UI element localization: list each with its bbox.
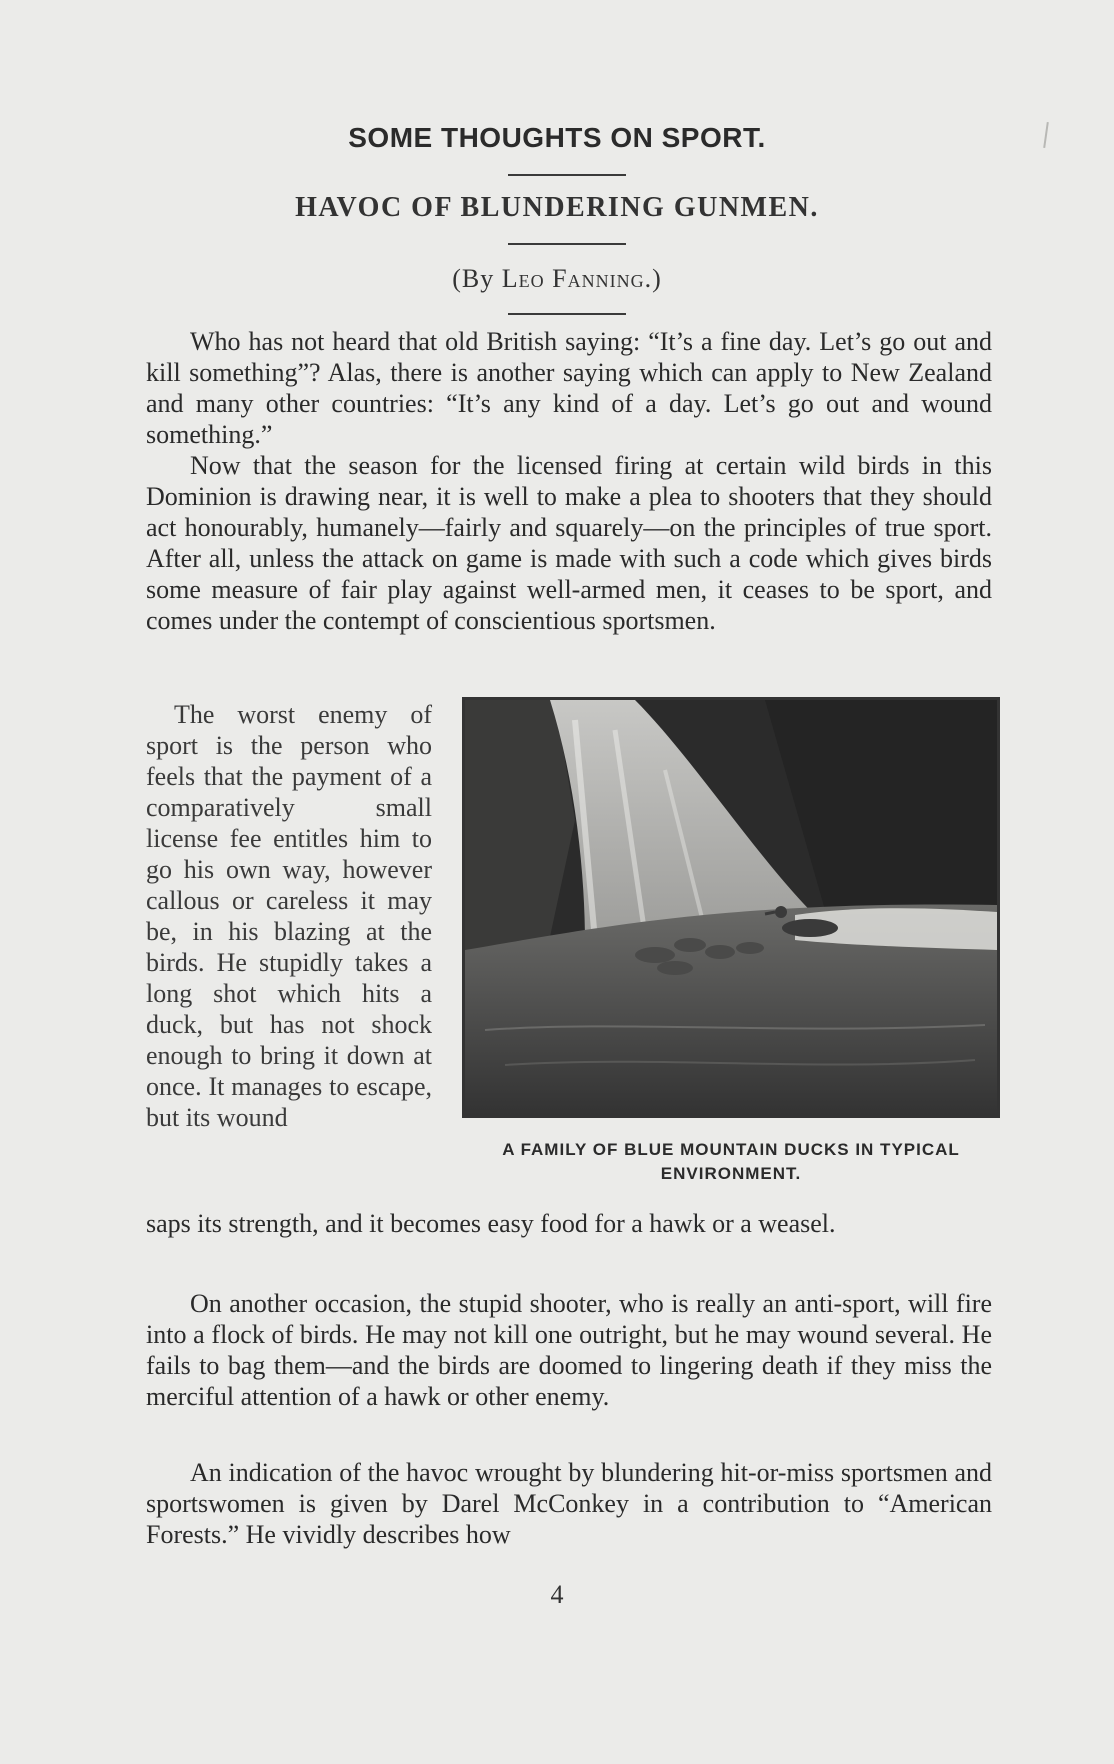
byline-open: (By	[452, 264, 502, 293]
paragraph-2: Now that the season for the licensed firing at certain wild birds in this Dominion is drawing near, it is well to make a plea to shooters that they should act honourably, humanely—fairly and squarely—on the principles of true sport. After all, unless the attack on game is made with such a code which gives birds some measure of fair play against well-armed men, it ceases to be sport, and comes under the contempt of conscientious sportsmen.	[146, 451, 992, 635]
paragraph-5: An indication of the havoc wrought by blundering hit-or-miss sportsmen and sportswomen is given by Darel McConkey in a contribution to “American Forests.” He vividly describes how	[146, 1458, 992, 1549]
article-subtitle: HAVOC OF BLUNDERING GUNMEN.	[295, 192, 819, 223]
byline	[0, 264, 1114, 294]
byline-author: Leo Fanning	[501, 264, 645, 293]
duck-photograph	[462, 697, 1000, 1118]
paragraph-3-continued: saps its strength, and it becomes easy food for a hawk or a weasel.	[146, 1209, 836, 1238]
title-rule	[508, 174, 626, 176]
byline-close: .)	[644, 264, 662, 293]
subtitle-rule	[508, 243, 626, 245]
paragraph-3-column: The worst enemy of sport is the person who feels that the payment of a comparatively small license fee entitles him to go his own way, however callous or careless it may be, in his blazing at the birds. He stupidly takes a long shot which hits a duck, but has not shock enough to bring it down at once. It manages to escape, but its wound	[146, 700, 432, 1132]
paragraph-4: On another occasion, the stupid shooter, who is really an anti-sport, will fire into a flock of birds. He may not kill one outright, but he may wound several. He fails to bag them—and the birds are doomed to lingering death if they miss the merciful attention of a hawk or other enemy.	[146, 1289, 992, 1411]
waterfall-duck-image	[465, 700, 997, 1115]
article-title: SOME THOUGHTS ON SPORT.	[348, 122, 766, 153]
photo-caption: A FAMILY OF BLUE MOUNTAIN DUCKS IN TYPICAL ENVIRONMENT.	[502, 1140, 960, 1183]
paragraph-1: Who has not heard that old British saying: “It’s a fine day. Let’s go out and kill something”? Alas, there is another saying which can apply to New Zealand and many other countries: “It’s any kind of a day. Let’s go out and wound something.”	[146, 327, 992, 449]
page-number: 4	[550, 1580, 564, 1609]
byline-rule	[508, 313, 626, 315]
